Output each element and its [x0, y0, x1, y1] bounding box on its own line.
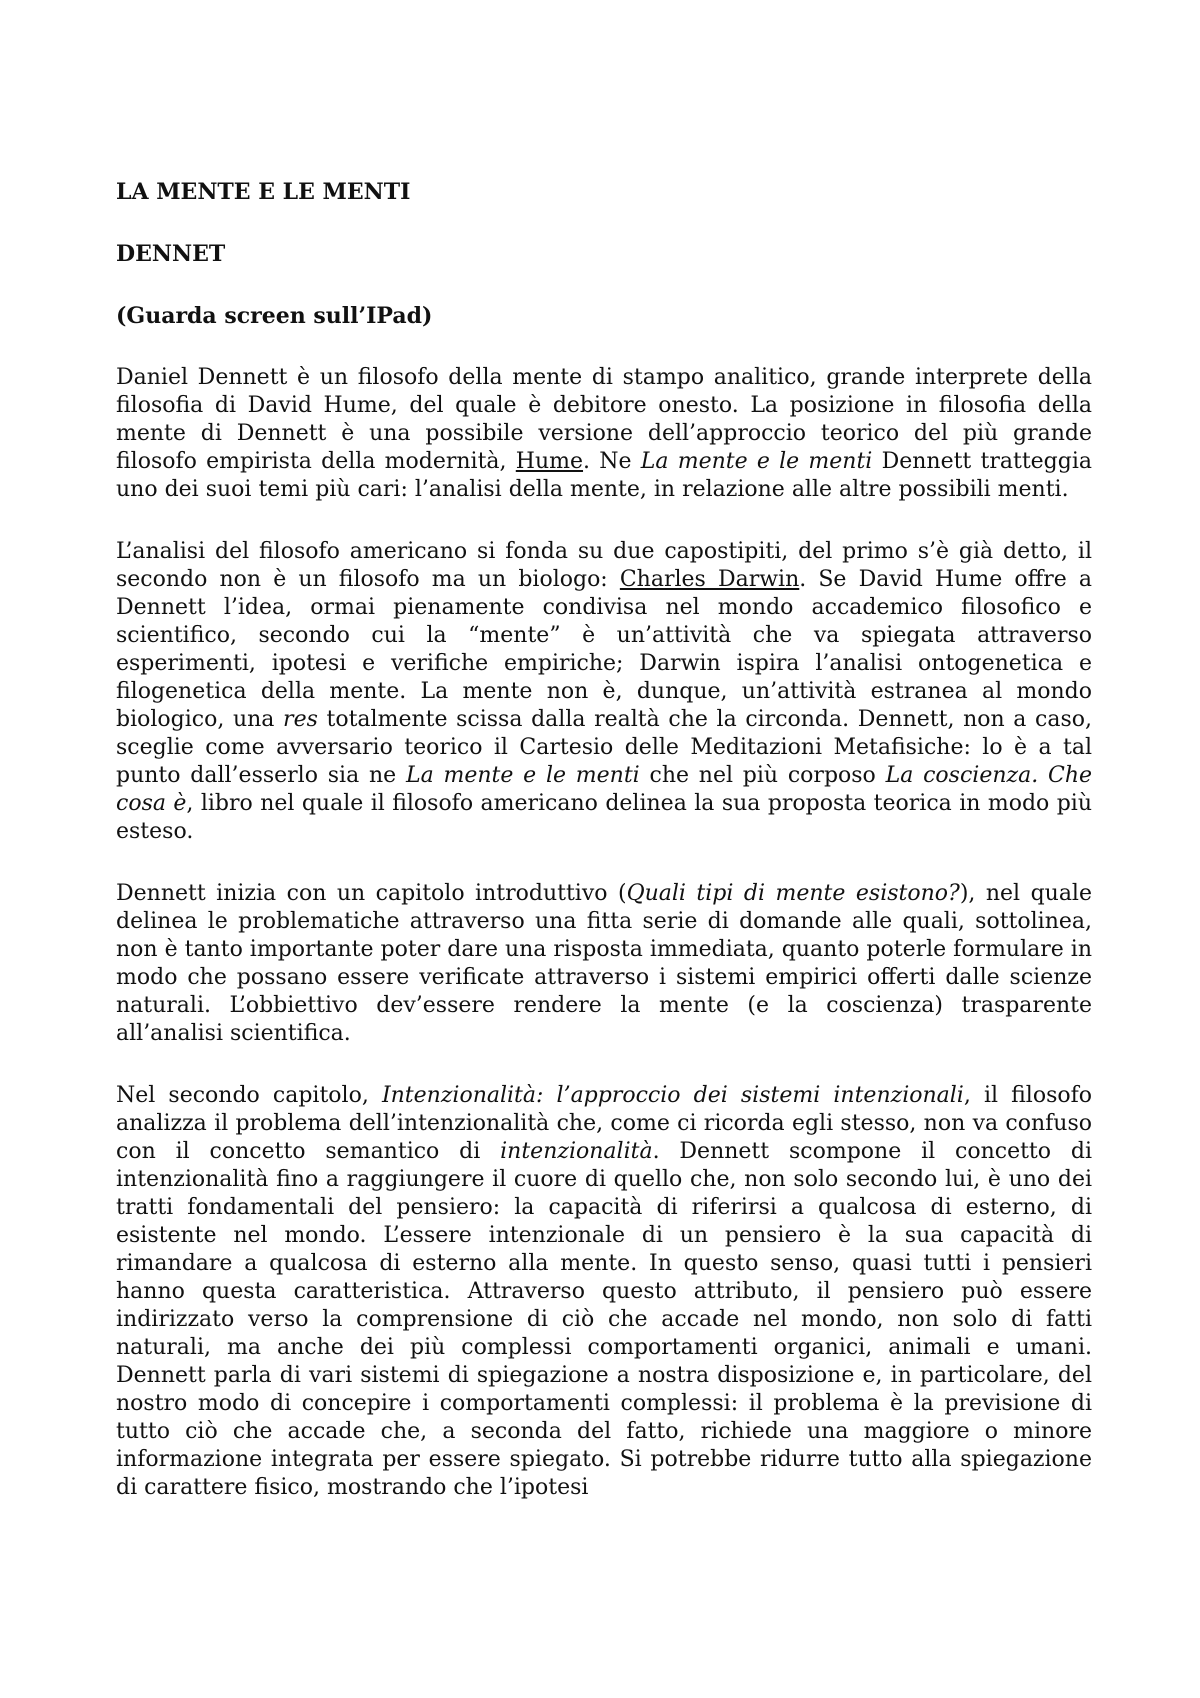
text-run: totalmente scissa dalla realtà che la circonda. Dennett, non a caso, sceglie come avversario teorico il Cartesio delle Meditazioni Metafisiche: lo è a tal punto dall’esserlo sia ne: [116, 707, 1092, 788]
text-run: ), nel quale delinea le problematiche attraverso una fitta serie di domande alle quali, sottolinea, non è tanto importante poter dare una risposta immediata, quanto poterle formulare in modo che possano essere verificate attraverso i sistemi empirici offerti dalle scienze naturali. L’obbiettivo dev’essere rendere la mente (e la coscienza) trasparente all’analisi scientifica.: [116, 881, 1092, 1046]
text-run: Daniel Dennett è un filosofo della mente di stampo analitico, grande interprete della filosofia di David Hume, del quale è debitore onesto. La posizione in filosofia della mente di Dennett è una possibile versione dell’approccio teorico del più grande filosofo empirista della modernità,: [116, 365, 1092, 474]
darwin-link[interactable]: Charles Darwin: [619, 567, 800, 592]
text-run: Nel secondo capitolo,: [116, 1083, 382, 1108]
text-run: L’analisi del filosofo americano si fonda su due capostipiti, del primo s’è già detto, il secondo non è un filosofo ma un biologo:: [116, 539, 1092, 592]
text-run: Dennett tratteggia uno dei suoi temi più cari: l’analisi della mente, in relazione alle altre possibili menti.: [116, 449, 1092, 502]
text-run: , libro nel quale il filosofo americano delinea la sua proposta teorica in modo più esteso.: [116, 791, 1092, 844]
book-title-italic: La mente e le menti: [405, 763, 640, 788]
note-heading: (Guarda screen sull’IPad): [116, 303, 433, 329]
book-title-italic: La coscienza. Che cosa è: [116, 763, 1093, 816]
text-run: Dennett inizia con un capitolo introduttivo (: [116, 881, 627, 906]
text-run: che nel più corposo: [639, 763, 886, 788]
document-page: [116, 178, 1092, 1536]
paragraph-2: [116, 538, 1092, 846]
document-title: LA MENTE E LE MENTI: [116, 179, 411, 205]
res-italic: res: [283, 707, 318, 732]
term-italic: intenzionalità: [500, 1139, 653, 1164]
paragraph-4: [116, 1082, 1092, 1502]
text-run: . Dennett scompone il concetto di intenzionalità fino a raggiungere il cuore di quello che, non solo secondo lui, è uno dei tratti fondamentali del pensiero: la capacità di riferirsi a qualcosa di esterno, di esistente nel mondo. L’essere intenzionale di un pensiero è la sua capacità di rimandare a qualcosa di esterno alla mente. In questo senso, quasi tutti i pensieri hanno questa caratteristica. Attraverso questo attributo, il pensiero può essere indirizzato verso la comprensione di ciò che accade nel mondo, non solo di fatti naturali, ma anche dei più complessi comportamenti organici, animali e umani. Dennett parla di vari sistemi di spiegazione a nostra disposizione e, in particolare, del nostro modo di concepire i comportamenti complessi: il problema è la previsione di tutto ciò che accade che, a seconda del fatto, richiede una maggiore o minore informazione integrata per essere spiegato. Si potrebbe ridurre tutto alla spiegazione di carattere fisico, mostrando che l’ipotesi: [116, 1139, 1092, 1500]
author-heading: DENNET: [116, 241, 226, 267]
hume-link[interactable]: Hume: [515, 449, 584, 474]
paragraph-3: [116, 880, 1092, 1048]
book-title-italic: La mente e le menti: [640, 449, 873, 474]
chapter-title-italic: Intenzionalità: l’approccio dei sistemi intenzionali: [381, 1083, 964, 1108]
text-run: . Ne: [583, 449, 641, 474]
chapter-title-italic: Quali tipi di mente esistono?: [626, 881, 960, 906]
text-run: , il filosofo analizza il problema dell’intenzionalità che, come ci ricorda egli stesso, non va confuso con il concetto semantico di: [116, 1083, 1093, 1164]
text-run: . Se David Hume offre a Dennett l’idea, ormai pienamente condivisa nel mondo accademico filosofico e scientifico, secondo cui la “mente” è un’attività che va spiegata attraverso esperimenti, ipotesi e verifiche empiriche; Darwin ispira l’analisi ontogenetica e filogenetica della mente. La mente non è, dunque, un’attività estranea al mondo biologico, una: [116, 567, 1092, 732]
paragraph-1: [116, 364, 1092, 504]
